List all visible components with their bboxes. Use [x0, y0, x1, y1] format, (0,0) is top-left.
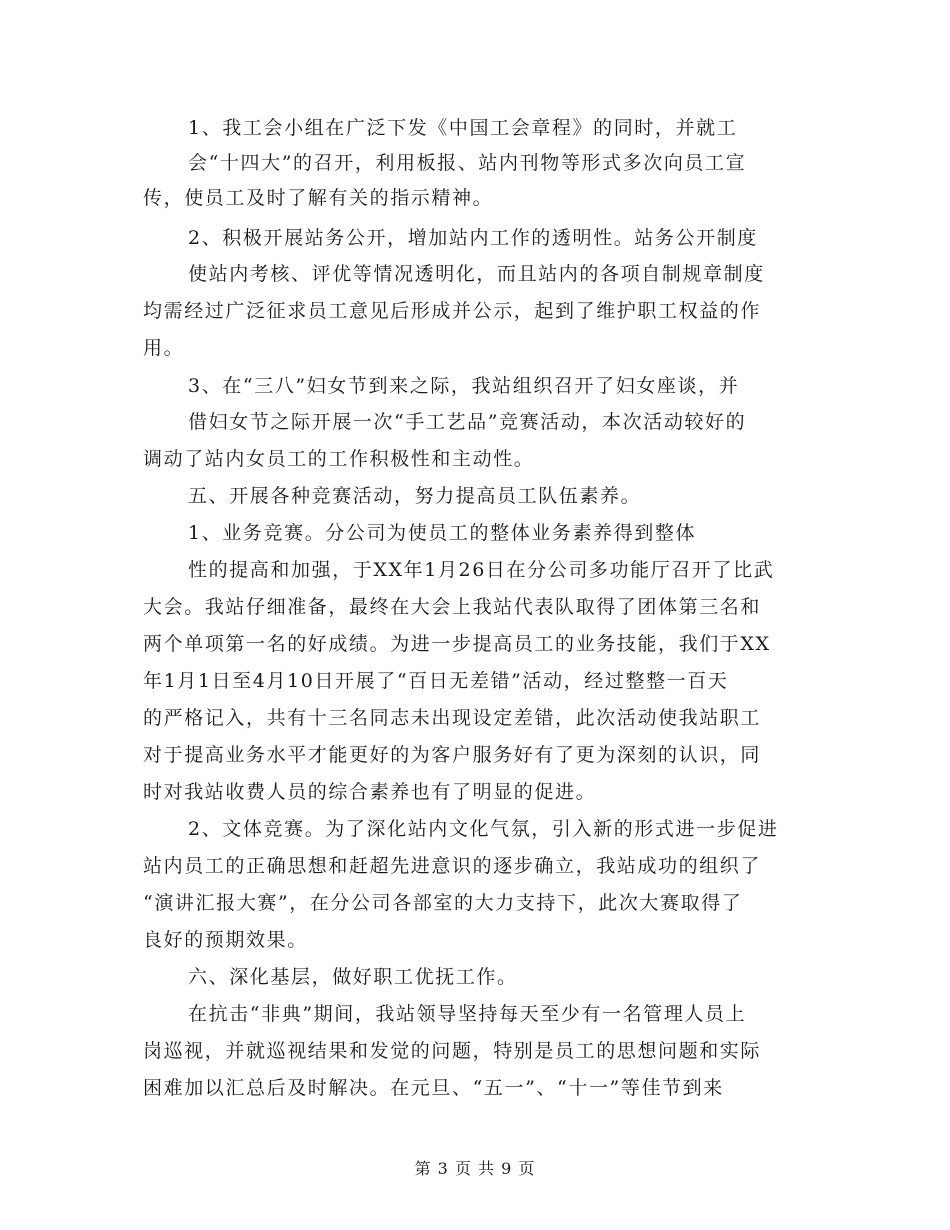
- page-number-footer: 第 3 页 共 9 页: [414, 1159, 536, 1178]
- text-line: 性的提高和加强，于XX年1月26日在分公司多功能厅召开了比武: [188, 559, 775, 581]
- text-line: 借妇女节之际开展一次“手工艺品”竞赛活动，本次活动较好的: [188, 411, 747, 433]
- text-line: 在抗击“非典”期间，我站领导坚持每天至少有一名管理人员上: [188, 1003, 747, 1025]
- text-line: 用。: [143, 337, 185, 359]
- text-line: 良好的预期效果。: [143, 929, 308, 951]
- text-line: 1、我工会小组在广泛下发《中国工会章程》的同时，并就工: [188, 117, 738, 139]
- text-line: 时对我站收费人员的综合素养也有了明显的促进。: [143, 781, 597, 803]
- text-line: 使站内考核、评优等情况透明化，而且站内的各项自制规章制度: [188, 263, 765, 285]
- text-line: “演讲汇报大赛”，在分公司各部室的大力支持下，此次大赛取得了: [143, 892, 743, 914]
- text-line: 1、业务竞赛。分公司为使员工的整体业务素养得到整体: [188, 522, 697, 544]
- text-line: 3、在“三八”妇女节到来之际，我站组织召开了妇女座谈，并: [188, 375, 740, 397]
- text-line: 调动了站内女员工的工作积极性和主动性。: [143, 448, 535, 470]
- text-line: 两个单项第一名的好成绩。为进一步提高员工的业务技能，我们于XX: [143, 633, 771, 655]
- text-line: 大会。我站仔细准备，最终在大会上我站代表队取得了团体第三名和: [143, 596, 762, 618]
- text-line: 对于提高业务水平才能更好的为客户服务好有了更为深刻的认识，同: [143, 744, 762, 766]
- section-heading: 五、开展各种竞赛活动，努力提高员工队伍素养。: [188, 485, 642, 507]
- text-line: 的严格记入，共有十三名同志未出现设定差错，此次活动使我站职工: [143, 707, 762, 729]
- text-line: 2、积极开展站务公开，增加站内工作的透明性。站务公开制度: [188, 227, 758, 249]
- text-line: 年1月1日至4月10日开展了“百日无差错”活动，经过整整一百天: [143, 670, 729, 692]
- section-heading: 六、深化基层，做好职工优抚工作。: [188, 966, 518, 988]
- text-line: 岗巡视，并就巡视结果和发觉的问题，特别是员工的思想问题和实际: [143, 1040, 762, 1062]
- text-line: 均需经过广泛征求员工意见后形成并公示，起到了维护职工权益的作: [143, 300, 762, 322]
- text-line: 传，使员工及时了解有关的指示精神。: [143, 187, 494, 209]
- text-line: 站内员工的正确思想和赶超先进意识的逐步确立，我站成功的组织了: [143, 855, 762, 877]
- text-line: 2、文体竞赛。为了深化站内文化气氛，引入新的形式进一步促进: [188, 818, 779, 840]
- text-line: 困难加以汇总后及时解决。在元旦、“五一”、“十一”等佳节到来: [143, 1077, 724, 1099]
- text-line: 会“十四大”的召开，利用板报、站内刊物等形式多次向员工宣: [188, 152, 747, 174]
